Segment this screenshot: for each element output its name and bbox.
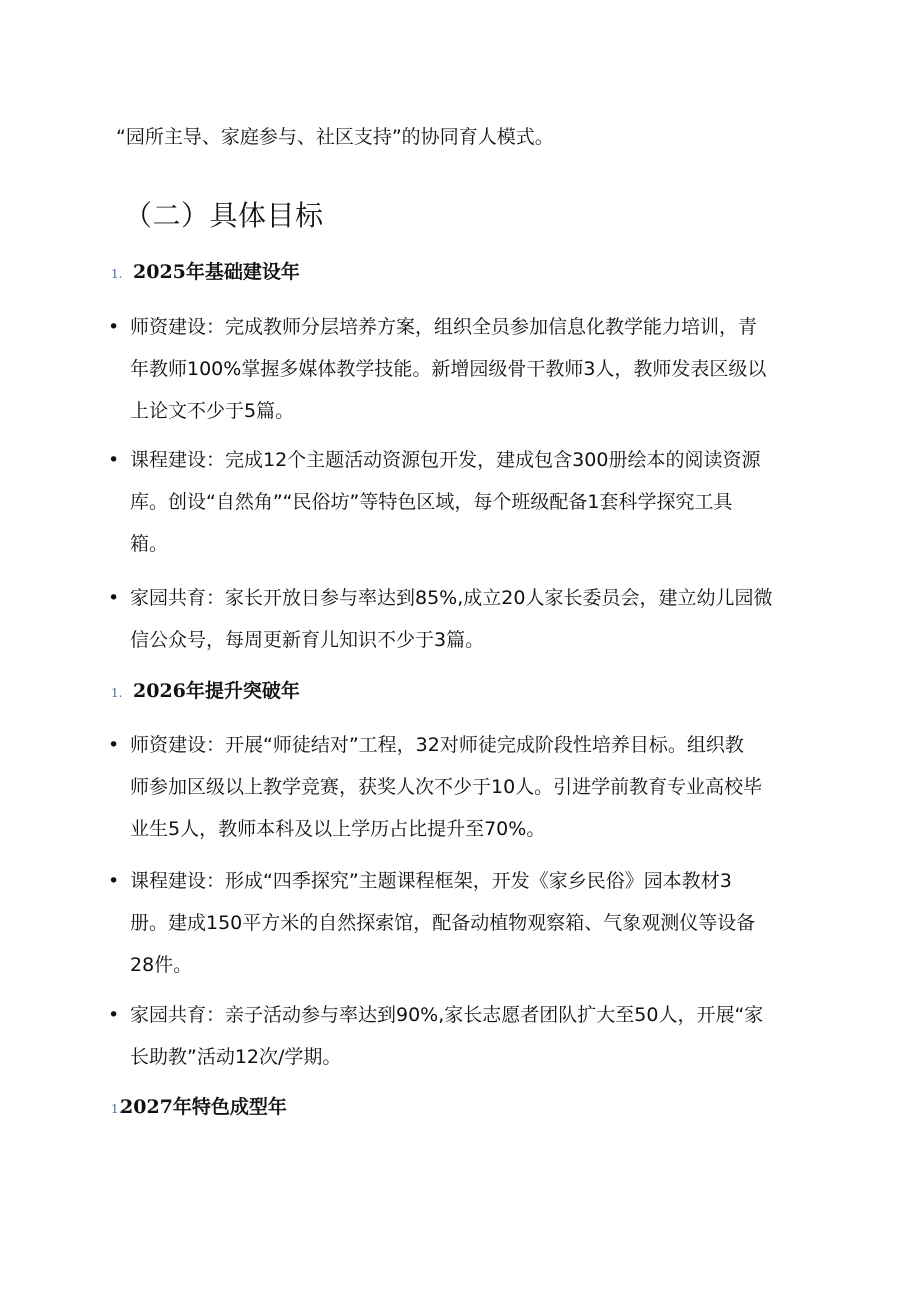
- list-item-course-2026: [108, 860, 808, 986]
- bullet-icon: •: [108, 587, 120, 609]
- year-heading-label: 2025年基础建设年: [133, 261, 300, 283]
- bullet-icon: •: [108, 870, 120, 892]
- text-line: 信公众号，每周更新育儿知识不少于3篇。: [130, 629, 485, 651]
- text-line: 师资建设：开展“师徒结对”工程，32对师徒完成阶段性培养目标。组织教: [130, 734, 744, 756]
- list-item-text: [130, 439, 808, 565]
- year-heading-label: 2026年提升突破年: [133, 680, 300, 702]
- list-item-text: [130, 577, 808, 661]
- text-line: 业生5人，教师本科及以上学历占比提升至70%。: [130, 818, 546, 840]
- list-item-text: [130, 306, 808, 432]
- text-line: 家园共育：家长开放日参与率达到85%,成立20人家长委员会，建立幼儿园微: [130, 587, 773, 609]
- list-item-text: [130, 860, 808, 986]
- text-line: 册。建成150平方米的自然探索馆，配备动植物观察箱、气象观测仪等设备: [130, 912, 756, 934]
- list-number: 1.: [111, 1102, 123, 1116]
- text-line: 箱。: [130, 533, 169, 555]
- intro-paragraph: “园所主导、家庭参与、社区支持”的协同育人模式。: [116, 126, 554, 148]
- text-line: 课程建设：完成12个主题活动资源包开发，建成包含300册绘本的阅读资源: [130, 449, 761, 471]
- text-line: 师资建设：完成教师分层培养方案，组织全员参加信息化教学能力培训，青: [130, 316, 758, 338]
- year-heading-2026: [111, 677, 300, 705]
- text-line: 年教师100%掌握多媒体教学技能。新增园级骨干教师3人，教师发表区级以: [130, 358, 767, 380]
- year-heading-2027: [111, 1093, 287, 1121]
- text-line: 家园共育：亲子活动参与率达到90%,家长志愿者团队扩大至50人，开展“家: [130, 1004, 764, 1026]
- text-line: 师参加区级以上教学竞赛，获奖人次不少于10人。引进学前教育专业高校毕: [130, 776, 763, 798]
- bullet-icon: •: [108, 449, 120, 471]
- text-line: 长助教”活动12次/学期。: [130, 1046, 342, 1068]
- list-item-teacher-2026: [108, 724, 808, 850]
- year-heading-2025: [111, 258, 300, 286]
- bullet-icon: •: [108, 316, 120, 338]
- bullet-icon: •: [108, 734, 120, 756]
- text-line: 上论文不少于5篇。: [130, 400, 295, 422]
- list-number: 1.: [111, 686, 123, 700]
- list-item-teacher-2025: [108, 306, 808, 432]
- list-item-text: [130, 994, 808, 1078]
- text-line: 课程建设：形成“四季探究”主题课程框架，开发《家乡民俗》园本教材3: [130, 870, 732, 892]
- list-item-course-2025: [108, 439, 808, 565]
- list-number: 1.: [111, 267, 123, 281]
- bullet-icon: •: [108, 1004, 120, 1026]
- list-item-text: [130, 724, 808, 850]
- section-title: （二）具体目标: [124, 199, 324, 232]
- year-heading-label: 2027年特色成型年: [120, 1096, 287, 1118]
- list-item-family-2026: [108, 994, 808, 1078]
- list-item-family-2025: [108, 577, 808, 661]
- text-line: 28件。: [130, 954, 193, 976]
- text-line: 库。创设“自然角”“民俗坊”等特色区域，每个班级配备1套科学探究工具: [130, 491, 733, 513]
